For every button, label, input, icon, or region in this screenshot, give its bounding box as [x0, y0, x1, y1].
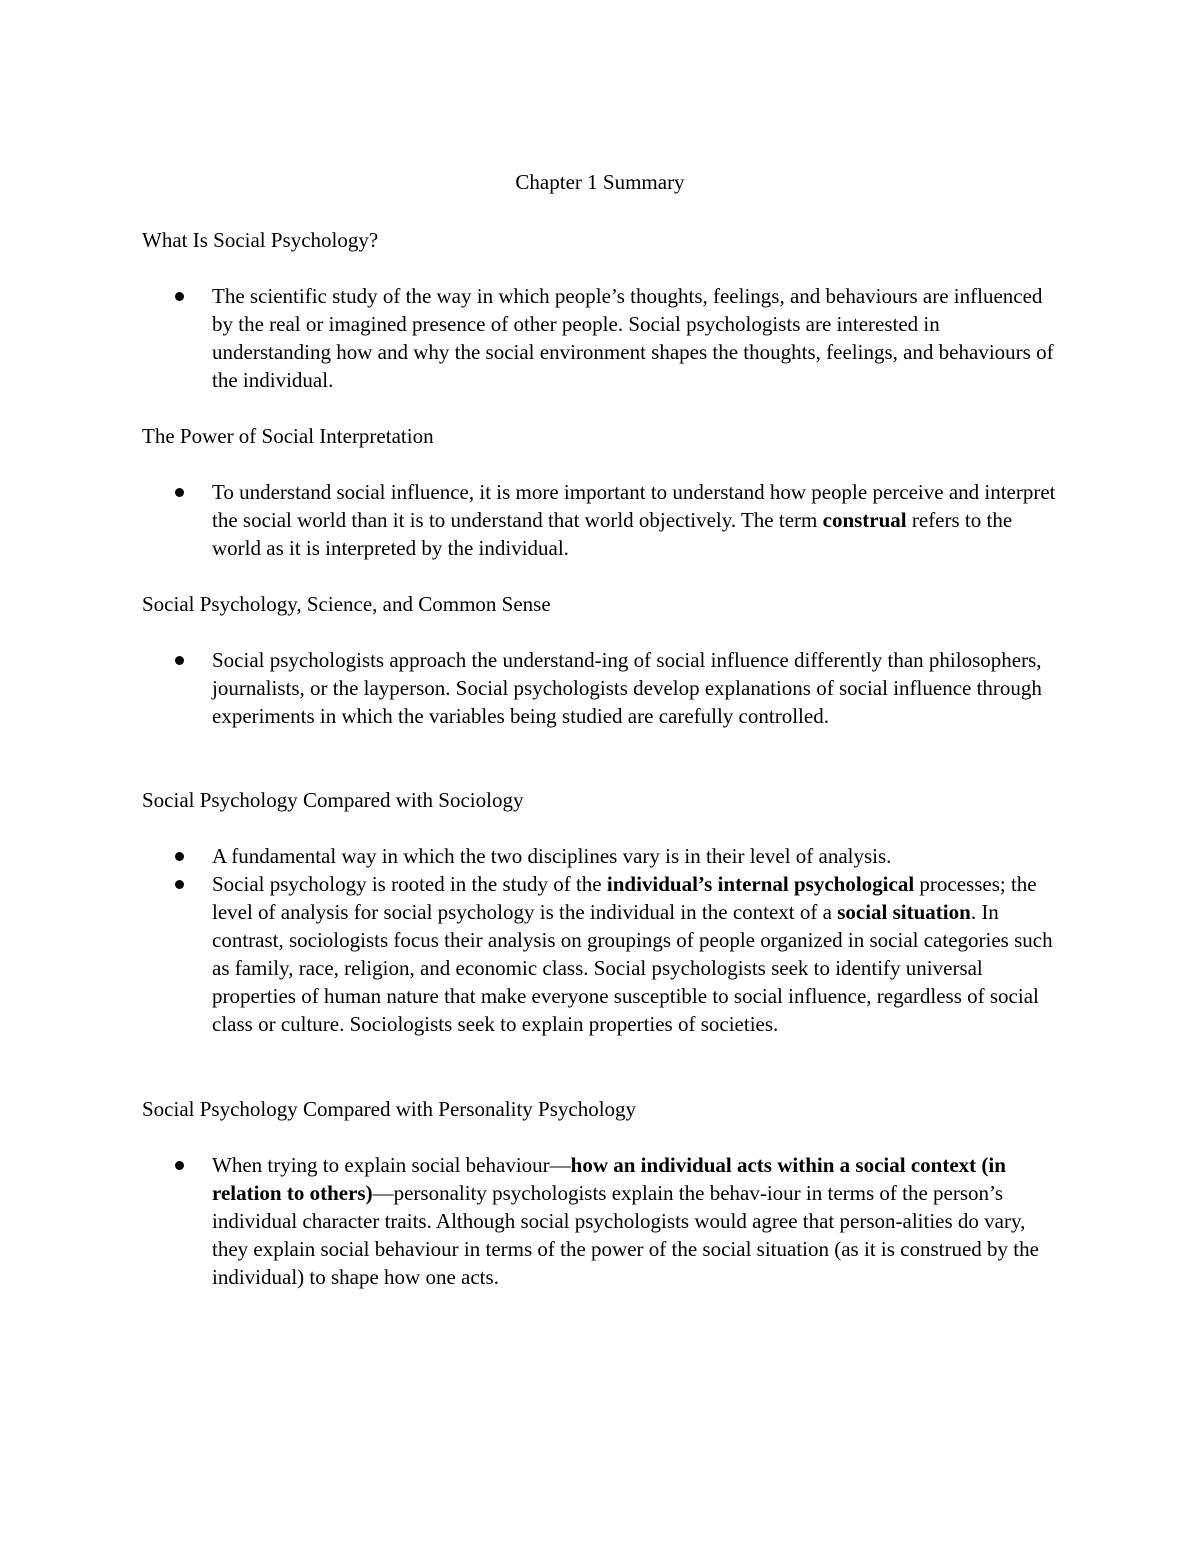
text-run: A fundamental way in which the two disciplines vary is in their level of analysis. [212, 844, 892, 868]
section-heading: The Power of Social Interpretation [142, 424, 434, 448]
bold-term: individual’s internal psychological [606, 872, 915, 896]
list-item [0, 646, 1060, 730]
list-item [0, 842, 1060, 870]
bullet-text [212, 870, 1060, 1038]
bullet-list [0, 1151, 1060, 1291]
bullet-text [212, 646, 1060, 730]
bullet-icon [175, 292, 184, 301]
text-run: . In contrast, sociologists focus their analysis on groupings of people organized in social categories such as family, race, religion, and economic class. Social psychologists seek to identify universal properties of human nature that make everyone susceptible to social influence, regardless of social class or culture. Sociologists seek to explain properties of societies. [212, 900, 1053, 1036]
bullet-icon [175, 488, 184, 497]
bullet-text [212, 842, 1060, 870]
bullet-icon [175, 1161, 184, 1170]
section-heading: Social Psychology, Science, and Common Sense [142, 592, 551, 616]
page-title: Chapter 1 Summary [515, 170, 685, 194]
bullet-icon [175, 852, 184, 861]
text-run: To understand social influence, it is more important to understand how people perceive and interpret the social world than it is to understand that world objectively. The term [212, 480, 1056, 532]
bullet-icon [175, 880, 184, 889]
bullet-list [0, 478, 1060, 562]
section-heading: Social Psychology Compared with Personality Psychology [142, 1097, 637, 1121]
text-run: When trying to explain social behaviour— [212, 1153, 571, 1177]
bullet-list [0, 646, 1060, 730]
bullet-text [212, 1151, 1060, 1291]
bold-term: construal [822, 508, 907, 532]
list-item [0, 1151, 1060, 1291]
bullet-list [0, 282, 1060, 394]
bullet-icon [175, 656, 184, 665]
section-heading: What Is Social Psychology? [142, 228, 379, 252]
text-run: processes; the level of analysis for social psychology is the individual in the context of a [212, 872, 1037, 924]
bold-term: social situation [837, 900, 971, 924]
list-item [0, 478, 1060, 562]
list-item [0, 282, 1060, 394]
bullet-text [212, 478, 1060, 562]
text-run: —personality psychologists explain the behav-iour in terms of the person’s individual character traits. Although social psychologists would agree that person-alities do vary, they explain social behaviour in terms of the power of the social situation (as it is construed by the individual) to shape how one acts. [212, 1181, 1039, 1289]
bullet-text [212, 282, 1060, 394]
text-run: refers to the world as it is interpreted by the individual. [212, 508, 1013, 560]
text-run: The scientific study of the way in which people’s thoughts, feelings, and behaviours are influenced by the real or imagined presence of other people. Social psychologists are interested in understanding how and why the social environment shapes the thoughts, feelings, and behaviours of the individual. [212, 284, 1054, 392]
text-run: Social psychologists approach the understand-ing of social influence differently than philosophers, journalists, or the layperson. Social psychologists develop explanations of social influence through experiments in which the variables being studied are carefully controlled. [212, 648, 1042, 728]
bullet-list [0, 842, 1060, 1038]
text-run: Social psychology is rooted in the study of the [212, 872, 607, 896]
list-item [0, 870, 1060, 1038]
section-heading: Social Psychology Compared with Sociology [142, 788, 524, 812]
bold-term: how an individual acts within a social context (in relation to others) [212, 1153, 1006, 1205]
